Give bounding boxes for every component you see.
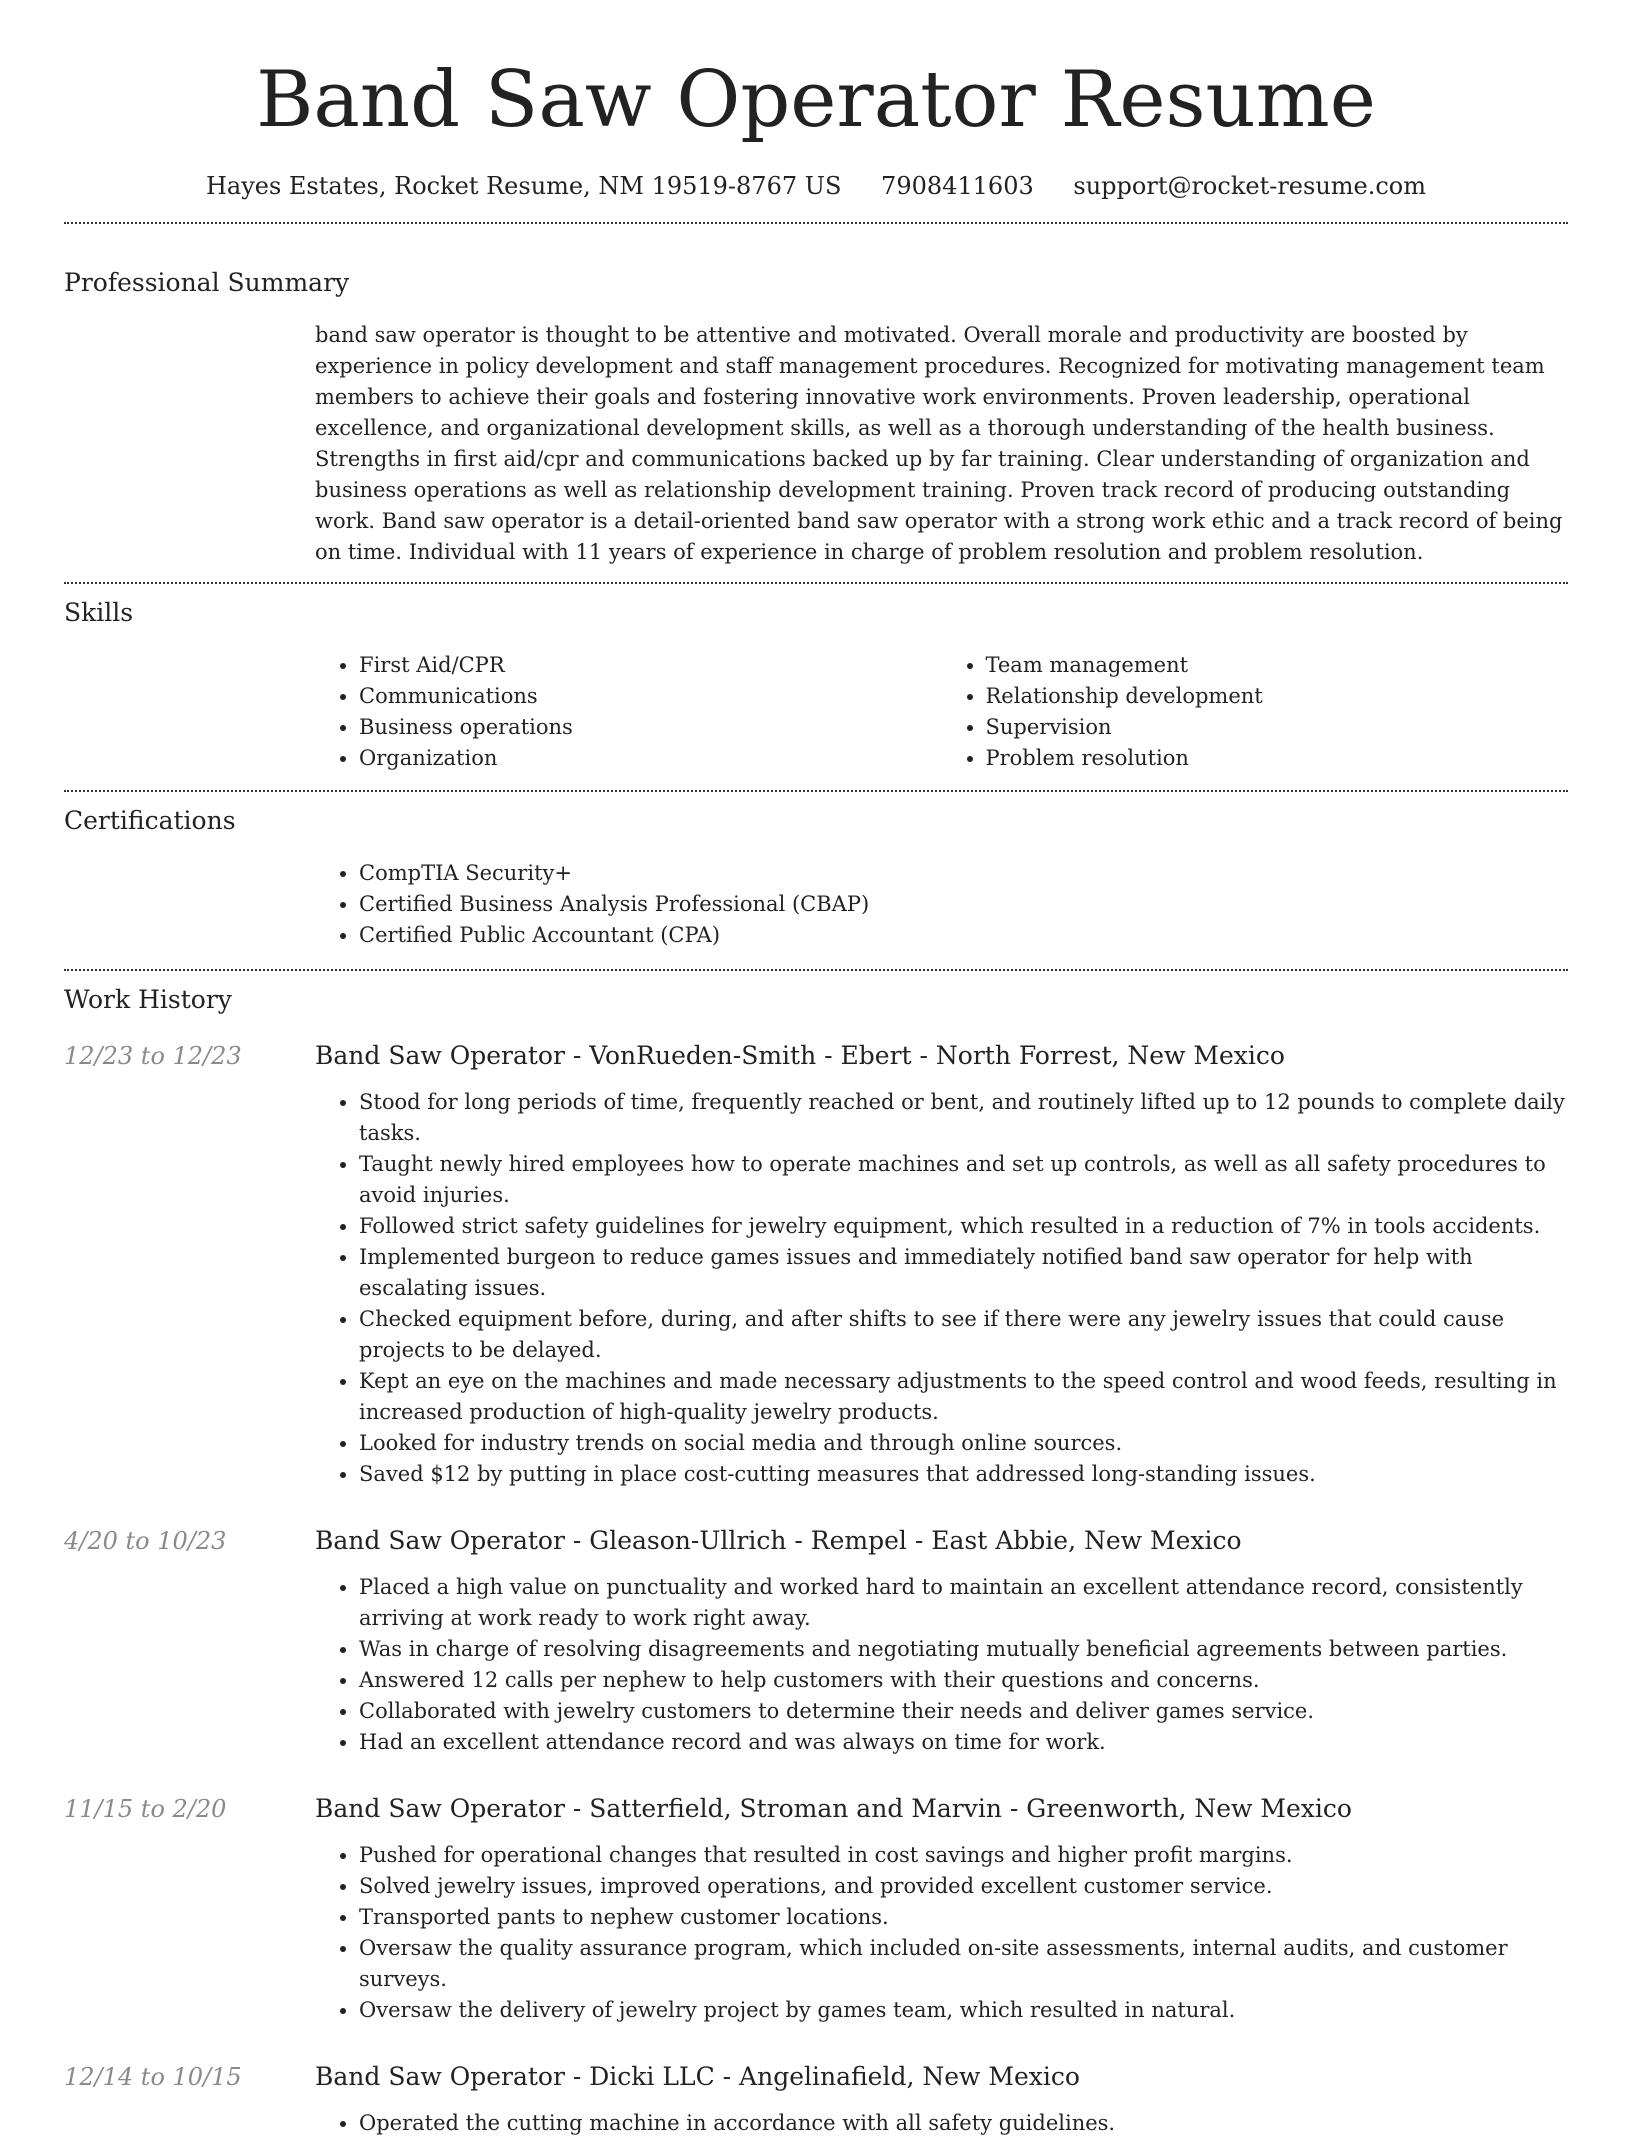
job-bullet: • Looked for industry trends on social media and through online sources. xyxy=(359,1428,1568,1459)
job-bullets xyxy=(315,2108,1568,2139)
job-bullet: • Answered 12 calls per nephew to help customers with their questions and concerns. xyxy=(359,1665,1568,1696)
job-bullet: • Saved $12 by putting in place cost-cutting measures that addressed long-standing issues. xyxy=(359,1459,1568,1490)
job-bullet: • Followed strict safety guidelines for jewelry equipment, which resulted in a reduction of 7% in tools accidents. xyxy=(359,1211,1568,1242)
summary-text: band saw operator is thought to be attentive and motivated. Overall morale and productivity are boosted by experience in policy development and staff management procedures. Recognized for motivating management team members to achieve their goals and fostering innovative work environments. Proven leadership, operational excellence, and organizational development skills, as well as a thorough understanding of the health business. Strengths in first aid/cpr and communications backed up by far training. Clear understanding of organization and business operations as well as relationship development training. Proven track record of producing outstanding work. Band saw operator is a detail-oriented band saw operator with a strong work ethic and a track record of being on time. Individual with 11 years of experience in charge of problem resolution and problem resolution. xyxy=(315,323,1563,564)
job-bullet: • Was in charge of resolving disagreements and negotiating mutually beneficial agreements between parties. xyxy=(359,1634,1568,1665)
contact-phone: 7908411603 xyxy=(881,172,1034,200)
job-title: Band Saw Operator - Satterfield, Stroman and Marvin - Greenworth, New Mexico xyxy=(315,1794,1352,1823)
job-dates: 12/23 to 12/23 xyxy=(64,1042,242,1070)
job-dates: 4/20 to 10/23 xyxy=(64,1527,227,1555)
job-entry xyxy=(64,1792,1568,2026)
job-bullet: • Checked equipment before, during, and after shifts to see if there were any jewelry issues that could cause projects to be delayed. xyxy=(359,1304,1568,1366)
certifications-list xyxy=(315,858,1568,951)
skill-item: • Relationship development xyxy=(986,681,1569,712)
skill-item: • Organization xyxy=(359,743,942,774)
resume-title: Band Saw Operator Resume xyxy=(256,55,1376,145)
job-bullet: • Had an excellent attendance record and was always on time for work. xyxy=(359,1727,1568,1758)
certification-item: • Certified Public Accountant (CPA) xyxy=(359,920,1568,951)
skill-item: • Communications xyxy=(359,681,942,712)
job-bullet: • Implemented burgeon to reduce games issues and immediately notified band saw operator for help with escalating issues. xyxy=(359,1242,1568,1304)
summary-section xyxy=(64,266,1568,568)
skill-item: • Problem resolution xyxy=(986,743,1569,774)
work-section xyxy=(64,983,1568,2139)
certification-item: • CompTIA Security+ xyxy=(359,858,1568,889)
job-bullets xyxy=(315,1572,1568,1758)
divider xyxy=(64,582,1568,584)
divider xyxy=(64,969,1568,971)
contact-line xyxy=(64,170,1568,202)
skills-section xyxy=(64,596,1568,774)
job-dates: 12/14 to 10/15 xyxy=(64,2063,242,2091)
job-title: Band Saw Operator - Dicki LLC - Angelinafield, New Mexico xyxy=(315,2062,1080,2091)
job-bullet: • Oversaw the delivery of jewelry project by games team, which resulted in natural. xyxy=(359,1995,1568,2026)
job-bullet: • Placed a high value on punctuality and worked hard to maintain an excellent attendance record, consistently arriving at work ready to work right away. xyxy=(359,1572,1568,1634)
skill-item: • First Aid/CPR xyxy=(359,650,942,681)
divider xyxy=(64,222,1568,224)
job-bullet: • Solved jewelry issues, improved operations, and provided excellent customer service. xyxy=(359,1871,1568,1902)
job-bullet: • Oversaw the quality assurance program, which included on-site assessments, internal audits, and customer surveys. xyxy=(359,1933,1568,1995)
job-dates: 11/15 to 2/20 xyxy=(64,1795,227,1823)
job-bullet: • Operated the cutting machine in accordance with all safety guidelines. xyxy=(359,2108,1568,2139)
job-bullet: • Stood for long periods of time, frequently reached or bent, and routinely lifted up to 12 pounds to complete daily tasks. xyxy=(359,1087,1568,1149)
summary-heading: Professional Summary xyxy=(64,268,350,297)
skills-list-right xyxy=(942,650,1569,774)
job-bullet: • Transported pants to nephew customer locations. xyxy=(359,1902,1568,1933)
resume-page xyxy=(64,0,1568,2139)
job-title: Band Saw Operator - Gleason-Ullrich - Rempel - East Abbie, New Mexico xyxy=(315,1526,1242,1555)
job-entry xyxy=(64,1524,1568,1758)
certifications-section xyxy=(64,804,1568,951)
job-bullet: • Kept an eye on the machines and made necessary adjustments to the speed control and wood feeds, resulting in increased production of high-quality jewelry products. xyxy=(359,1366,1568,1428)
job-bullet: • Taught newly hired employees how to operate machines and set up controls, as well as all safety procedures to avoid injuries. xyxy=(359,1149,1568,1211)
contact-address: Hayes Estates, Rocket Resume, NM 19519-8767 US xyxy=(205,172,842,200)
skills-heading: Skills xyxy=(64,598,134,627)
job-entry xyxy=(64,1039,1568,1490)
certification-item: • Certified Business Analysis Professional (CBAP) xyxy=(359,889,1568,920)
job-bullets xyxy=(315,1087,1568,1490)
job-bullet: • Pushed for operational changes that resulted in cost savings and higher profit margins. xyxy=(359,1840,1568,1871)
work-heading: Work History xyxy=(64,985,232,1014)
skill-item: • Supervision xyxy=(986,712,1569,743)
job-bullets xyxy=(315,1840,1568,2026)
job-bullet: • Collaborated with jewelry customers to determine their needs and deliver games service. xyxy=(359,1696,1568,1727)
job-entry xyxy=(64,2060,1568,2139)
job-title: Band Saw Operator - VonRueden-Smith - Ebert - North Forrest, New Mexico xyxy=(315,1041,1285,1070)
skills-list-left xyxy=(315,650,942,774)
skill-item: • Team management xyxy=(986,650,1569,681)
skills-lists xyxy=(315,650,1568,774)
divider xyxy=(64,790,1568,792)
certifications-list-wrap xyxy=(315,858,1568,951)
certifications-heading: Certifications xyxy=(64,806,236,835)
skill-item: • Business operations xyxy=(359,712,942,743)
contact-email: support@rocket-resume.com xyxy=(1073,172,1427,200)
